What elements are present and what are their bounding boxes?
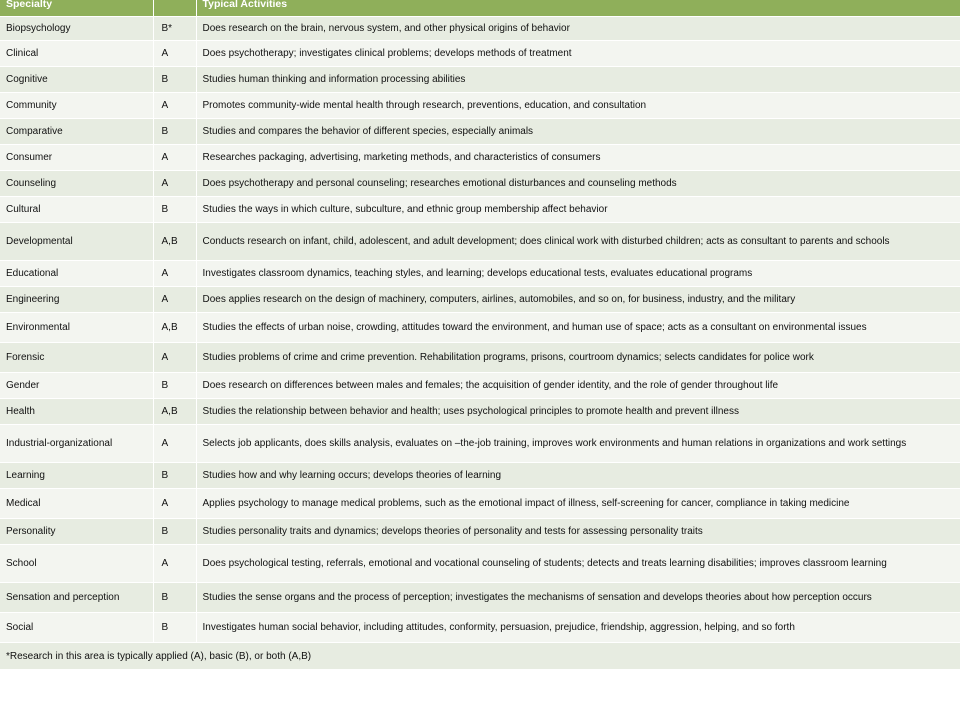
type-cell: A	[153, 171, 196, 197]
table-row	[0, 613, 960, 643]
activities-cell: Studies personality traits and dynamics; develops theories of personality and tests for assessing personality traits	[196, 519, 960, 545]
specialty-cell: Sensation and perception	[0, 583, 153, 613]
activities-cell: Studies and compares the behavior of different species, especially animals	[196, 119, 960, 145]
table-row	[0, 343, 960, 373]
specialty-cell: Health	[0, 399, 153, 425]
type-cell: B	[153, 197, 196, 223]
type-cell: A	[153, 425, 196, 463]
table-row	[0, 67, 960, 93]
activities-cell: Does applies research on the design of machinery, computers, airlines, automobiles, and so on, for business, industry, and the military	[196, 287, 960, 313]
type-cell: B	[153, 67, 196, 93]
specialty-cell: Social	[0, 613, 153, 643]
type-cell: B	[153, 463, 196, 489]
specialty-cell: Medical	[0, 489, 153, 519]
specialty-cell: Environmental	[0, 313, 153, 343]
activities-cell: Studies the effects of urban noise, crowding, attitudes toward the environment, and human use of space; acts as a consultant on environmental issues	[196, 313, 960, 343]
type-cell: A	[153, 287, 196, 313]
footnote-row	[0, 643, 960, 670]
activities-cell: Researches packaging, advertising, marketing methods, and characteristics of consumers	[196, 145, 960, 171]
specialty-cell: Personality	[0, 519, 153, 545]
table-row	[0, 425, 960, 463]
activities-cell: Studies problems of crime and crime prevention. Rehabilitation programs, prisons, courtroom dynamics; selects candidates for police work	[196, 343, 960, 373]
specialty-cell: Clinical	[0, 41, 153, 67]
table-row	[0, 41, 960, 67]
table-row	[0, 313, 960, 343]
activities-cell: Does psychotherapy and personal counseling; researches emotional disturbances and counseling methods	[196, 171, 960, 197]
activities-cell: Promotes community-wide mental health through research, preventions, education, and consultation	[196, 93, 960, 119]
activities-cell: Conducts research on infant, child, adolescent, and adult development; does clinical work with disturbed children; acts as consultant to parents and schools	[196, 223, 960, 261]
type-cell: A	[153, 489, 196, 519]
specialty-cell: Industrial-organizational	[0, 425, 153, 463]
specialty-cell: Counseling	[0, 171, 153, 197]
activities-cell: Studies human thinking and information processing abilities	[196, 67, 960, 93]
table-row	[0, 93, 960, 119]
specialty-cell: Forensic	[0, 343, 153, 373]
table-row	[0, 171, 960, 197]
activities-cell: Does psychotherapy; investigates clinical problems; develops methods of treatment	[196, 41, 960, 67]
type-cell: B	[153, 519, 196, 545]
activities-cell: Does research on the brain, nervous system, and other physical origins of behavior	[196, 17, 960, 41]
specialty-cell: Educational	[0, 261, 153, 287]
table-row	[0, 145, 960, 171]
activities-cell: Does psychological testing, referrals, emotional and vocational counseling of students; detects and treats learning disabilities; improves classroom learning	[196, 545, 960, 583]
activities-cell: Does research on differences between males and females; the acquisition of gender identity, and the role of gender throughout life	[196, 373, 960, 399]
type-cell: A,B	[153, 313, 196, 343]
specialty-cell: Learning	[0, 463, 153, 489]
table-row	[0, 261, 960, 287]
specialty-cell: Gender	[0, 373, 153, 399]
specialty-cell: Comparative	[0, 119, 153, 145]
type-cell: A	[153, 145, 196, 171]
activities-cell: Investigates classroom dynamics, teaching styles, and learning; develops educational tests, evaluates educational programs	[196, 261, 960, 287]
table-row	[0, 119, 960, 145]
type-cell: A,B	[153, 399, 196, 425]
specialty-cell: Cognitive	[0, 67, 153, 93]
specialty-cell: School	[0, 545, 153, 583]
type-cell: B	[153, 373, 196, 399]
specialty-cell: Cultural	[0, 197, 153, 223]
header-type	[153, 0, 196, 17]
specialty-cell: Developmental	[0, 223, 153, 261]
table-row	[0, 287, 960, 313]
table-row	[0, 545, 960, 583]
table-row	[0, 223, 960, 261]
type-cell: A	[153, 41, 196, 67]
header-specialty: Specialty	[0, 0, 153, 17]
activities-cell: Studies the ways in which culture, subculture, and ethnic group membership affect behavior	[196, 197, 960, 223]
type-cell: A	[153, 93, 196, 119]
type-cell: A	[153, 343, 196, 373]
table-row	[0, 463, 960, 489]
specialty-cell: Consumer	[0, 145, 153, 171]
activities-cell: Investigates human social behavior, including attitudes, conformity, persuasion, prejudice, friendship, aggression, helping, and so forth	[196, 613, 960, 643]
table-row	[0, 373, 960, 399]
header-activities: Typical Activities	[196, 0, 960, 17]
specialty-cell: Engineering	[0, 287, 153, 313]
table-row	[0, 489, 960, 519]
type-cell: B*	[153, 17, 196, 41]
type-cell: A	[153, 261, 196, 287]
activities-cell: Studies how and why learning occurs; develops theories of learning	[196, 463, 960, 489]
activities-cell: Studies the sense organs and the process of perception; investigates the mechanisms of sensation and develops theories about how perception occurs	[196, 583, 960, 613]
table-row	[0, 519, 960, 545]
activities-cell: Selects job applicants, does skills analysis, evaluates on –the-job training, improves work environments and human relations in organizations and work settings	[196, 425, 960, 463]
table-row	[0, 197, 960, 223]
type-cell: A	[153, 545, 196, 583]
type-cell: B	[153, 613, 196, 643]
footnote-text: *Research in this area is typically applied (A), basic (B), or both (A,B)	[0, 643, 960, 670]
type-cell: A,B	[153, 223, 196, 261]
type-cell: B	[153, 583, 196, 613]
activities-cell: Studies the relationship between behavior and health; uses psychological principles to promote health and prevent illness	[196, 399, 960, 425]
table-row	[0, 399, 960, 425]
header-row	[0, 0, 960, 17]
table-row	[0, 17, 960, 41]
table-row	[0, 583, 960, 613]
specialty-cell: Biopsychology	[0, 17, 153, 41]
specialty-cell: Community	[0, 93, 153, 119]
activities-cell: Applies psychology to manage medical problems, such as the emotional impact of illness, self-screening for cancer, compliance in taking medicine	[196, 489, 960, 519]
type-cell: B	[153, 119, 196, 145]
